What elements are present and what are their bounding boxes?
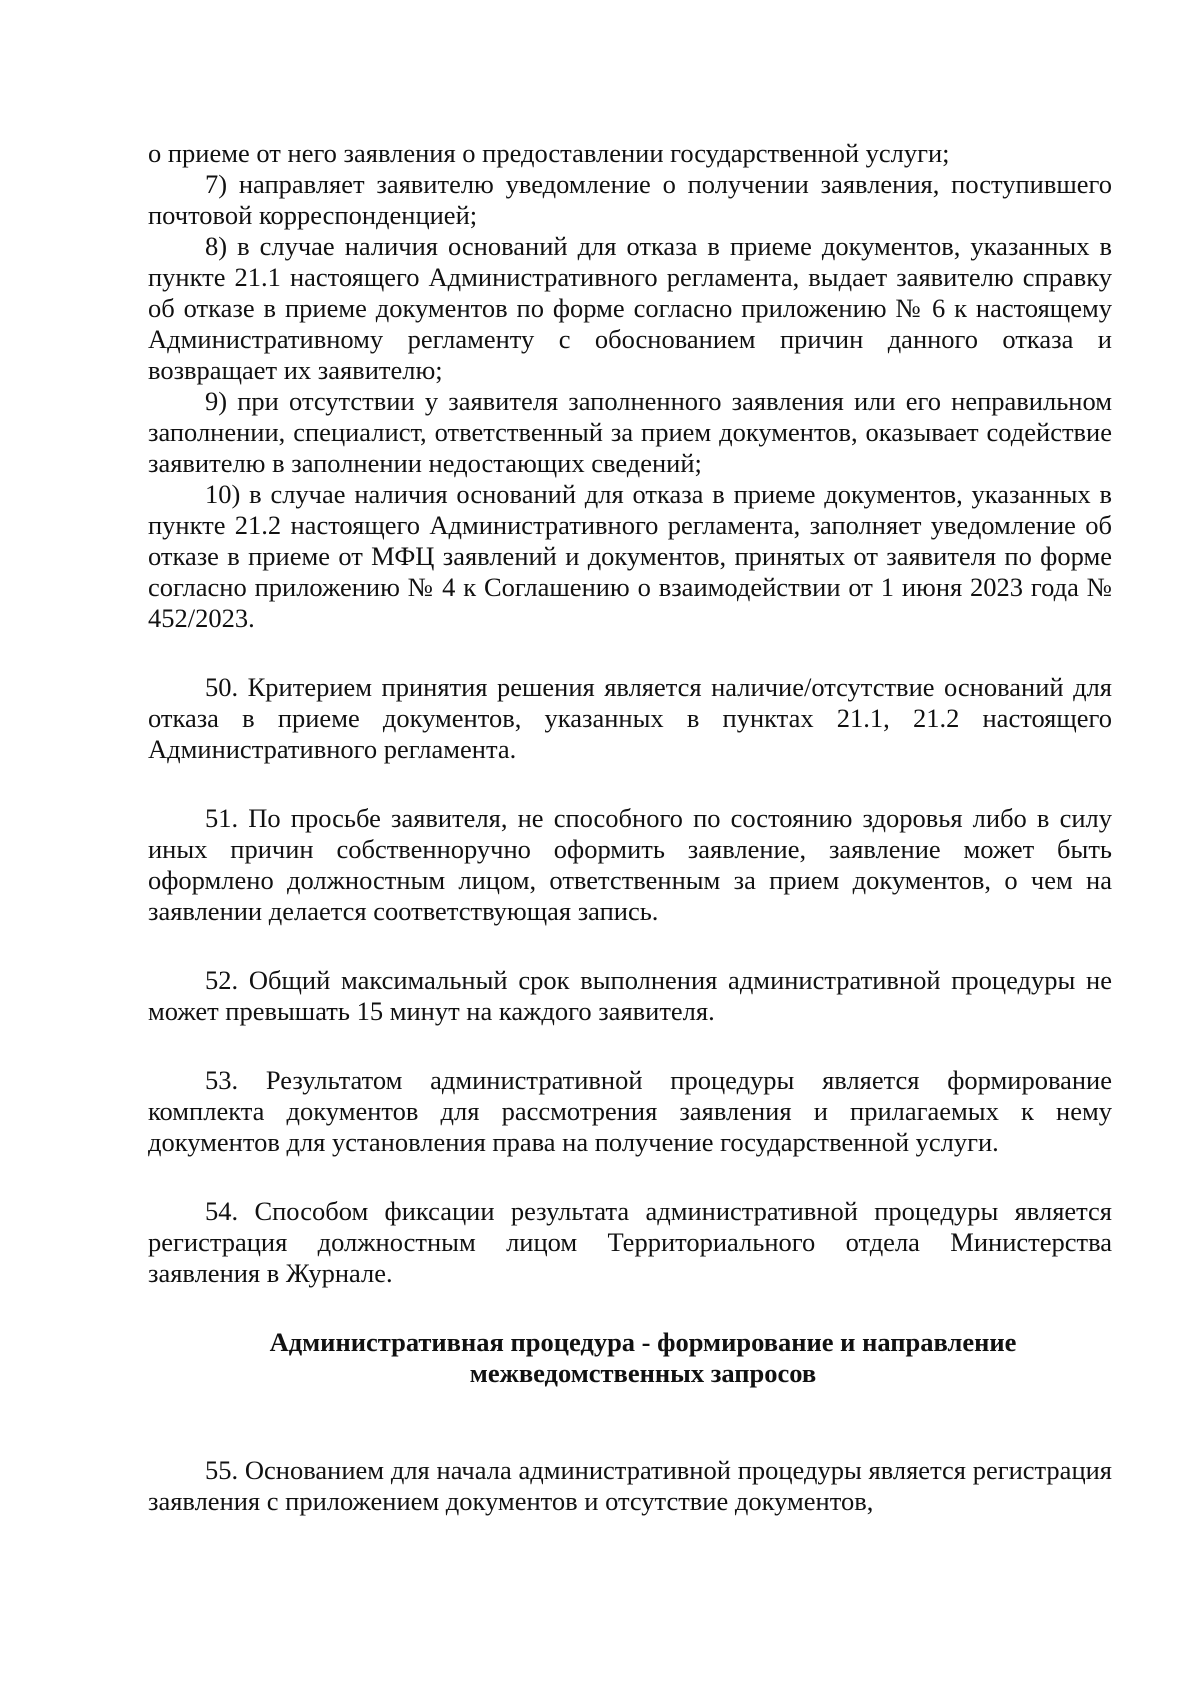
paragraph-continuation: о приеме от него заявления о предоставлении государственной услуги; — [148, 138, 950, 168]
spacer — [148, 1389, 1112, 1455]
document-body — [148, 138, 1112, 1517]
spacer — [148, 765, 1112, 803]
paragraph-item-10: 10) в случае наличия оснований для отказа в приеме документов, указанных в пункте 21.2 настоящего Административного регламента, заполняет уведомление об отказе в приеме от МФЦ заявлений и документов, принятых от заявителя по форме согласно приложению № 4 к Соглашению о взаимодействии от 1 июня 2023 года № 452/2023. — [148, 479, 1112, 633]
paragraph-51: 51. По просьбе заявителя, не способного по состоянию здоровья либо в силу иных причин собственноручно оформить заявление, заявление может быть оформлено должностным лицом, ответственным за прием документов, о чем на заявлении делается соответствующая запись. — [148, 803, 1112, 926]
paragraph-50: 50. Критерием принятия решения является наличие/отсутствие оснований для отказа в приеме документов, указанных в пунктах 21.1, 21.2 настоящего Административного регламента. — [148, 672, 1112, 764]
paragraph-item-7: 7) направляет заявителю уведомление о получении заявления, поступившего почтовой корреспонденцией; — [148, 169, 1112, 230]
spacer — [148, 634, 1112, 672]
paragraph-55: 55. Основанием для начала административной процедуры является регистрация заявления с приложением документов и отсутствие документов, — [148, 1455, 1112, 1516]
spacer — [148, 1289, 1112, 1327]
section-heading-line-2: межведомственных запросов — [469, 1358, 817, 1388]
paragraph-52: 52. Общий максимальный срок выполнения административной процедуры не может превышать 15 минут на каждого заявителя. — [148, 965, 1112, 1026]
paragraph-54: 54. Способом фиксации результата административной процедуры является регистрация должностным лицом Территориального отдела Министерства заявления в Журнале. — [148, 1196, 1112, 1288]
spacer — [148, 927, 1112, 965]
spacer — [148, 1158, 1112, 1196]
spacer — [148, 1027, 1112, 1065]
paragraph-53: 53. Результатом административной процедуры является формирование комплекта документов для рассмотрения заявления и прилагаемых к нему документов для установления права на получение государственной услуги. — [148, 1065, 1112, 1157]
paragraph-item-8: 8) в случае наличия оснований для отказа в приеме документов, указанных в пункте 21.1 настоящего Административного регламента, выдает заявителю справку об отказе в приеме документов по форме согласно приложению № 6 к настоящему Административному регламенту с обоснованием причин данного отказа и возвращает их заявителю; — [148, 231, 1112, 385]
paragraph-item-9: 9) при отсутствии у заявителя заполненного заявления или его неправильном заполнении, специалист, ответственный за прием документов, оказывает содействие заявителю в заполнении недостающих сведений; — [148, 386, 1112, 478]
section-heading-line-1: Административная процедура - формирование и направление — [269, 1327, 1017, 1357]
